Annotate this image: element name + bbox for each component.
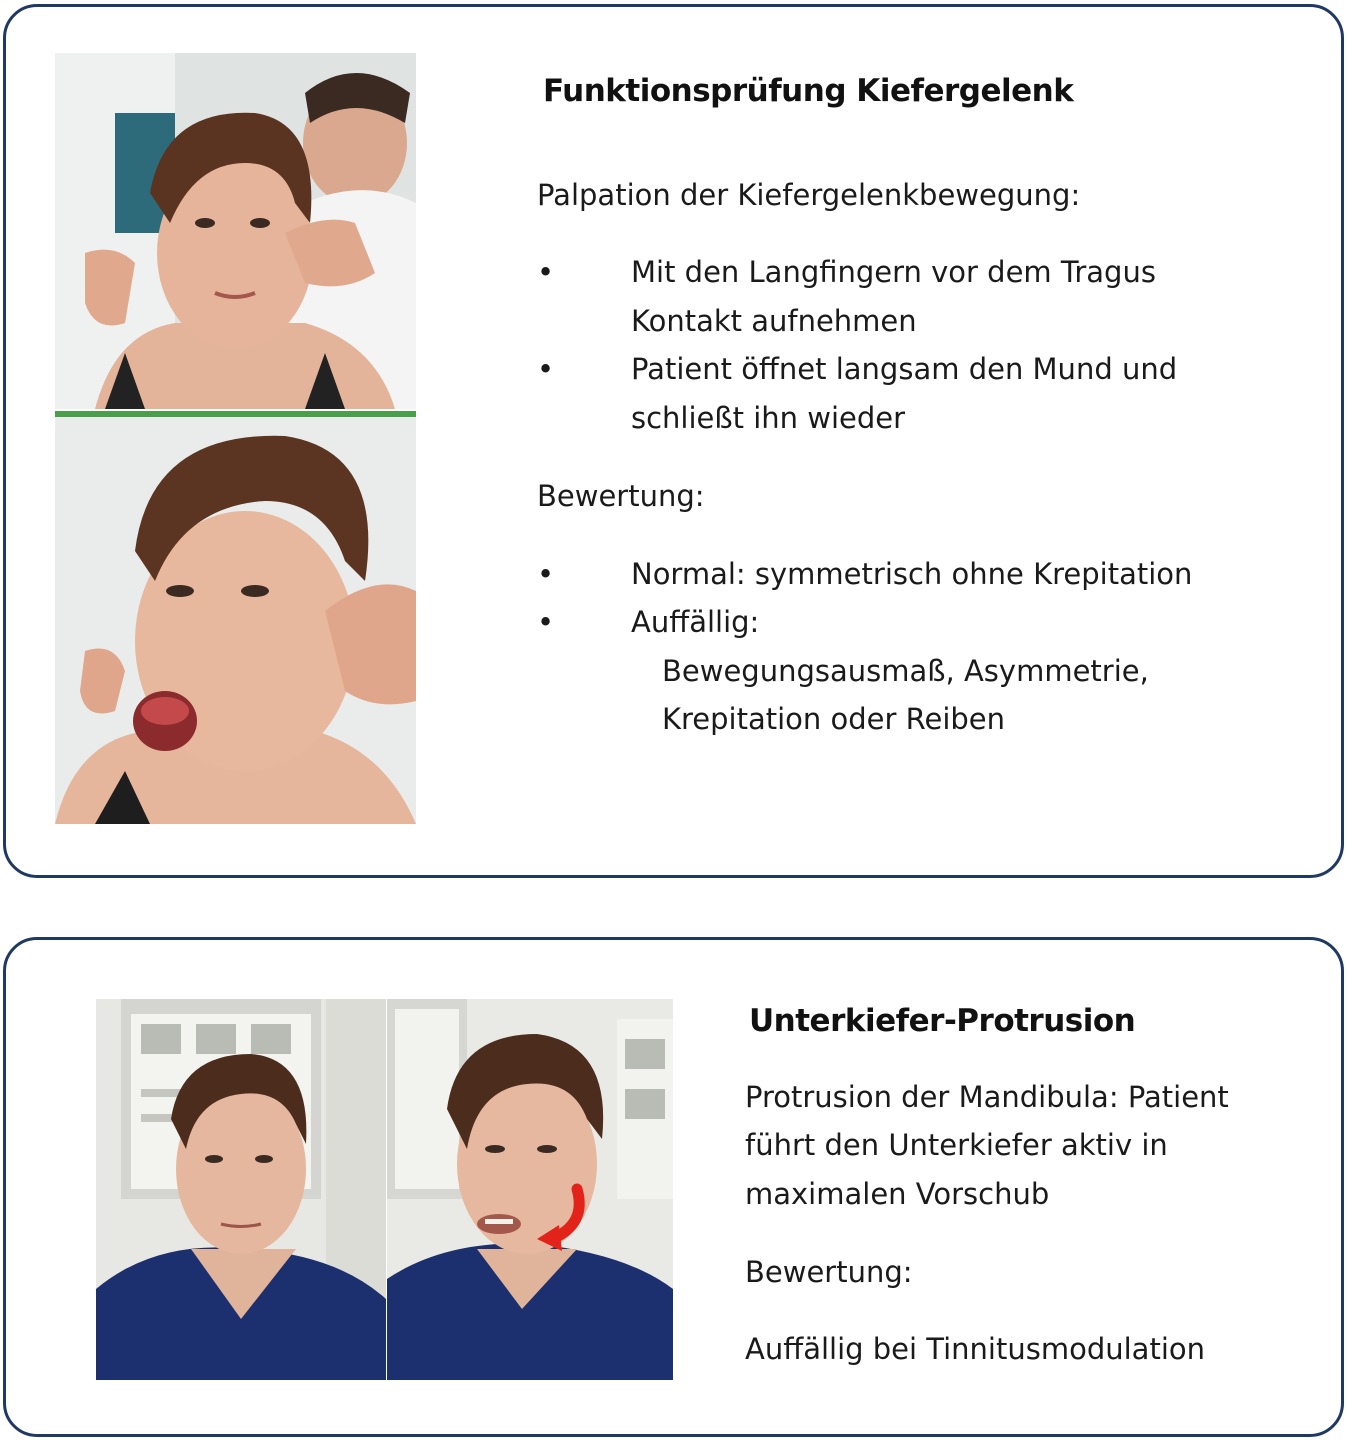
bullet-icon: • [537, 352, 555, 386]
protrusion-assessment-text: Auffällig bei Tinnitusmodulation [745, 1332, 1206, 1366]
palpation-step-1-line-2: Kontakt aufnehmen [631, 304, 917, 338]
abnormal-detail-line-2: Krepitation oder Reiben [662, 702, 1006, 736]
palpation-step-2-line-1: Patient öffnet langsam den Mund und [631, 352, 1178, 386]
photo-palpation-mouth-closed [55, 53, 416, 409]
abnormal-detail-line-1: Bewegungsausmaß, Asymmetrie, [662, 654, 1149, 688]
bullet-icon: • [537, 255, 555, 289]
assessment-heading-1: Bewertung: [537, 479, 705, 513]
assessment-item-abnormal-text: Auffällig: [631, 605, 760, 639]
photo-protrusion-forward-image [387, 999, 673, 1380]
palpation-step-2-line-2: schließt ihn wieder [631, 401, 906, 435]
bullet-icon: • [537, 557, 555, 591]
assessment-heading-2: Bewertung: [745, 1255, 913, 1289]
protrusion-description-line-1: Protrusion der Mandibula: Patient [745, 1080, 1229, 1114]
photo-protrusion-forward [387, 999, 673, 1380]
section-2-title: Unterkiefer-Protrusion [749, 1003, 1136, 1039]
photo-palpation-mouth-closed-image [55, 53, 416, 409]
assessment-item-normal-text: Normal: symmetrisch ohne Krepitation [631, 557, 1193, 591]
palpation-heading: Palpation der Kiefergelenkbewegung: [537, 178, 1081, 212]
photo-protrusion-rest-image [96, 999, 386, 1380]
palpation-step-1-line-1: Mit den Langfingern vor dem Tragus [631, 255, 1156, 289]
photo-palpation-mouth-open [55, 411, 416, 824]
photo-palpation-mouth-open-image [55, 411, 416, 824]
section-1-title: Funktionsprüfung Kiefergelenk [543, 73, 1074, 109]
bullet-icon: • [537, 605, 555, 639]
protrusion-description-line-3: maximalen Vorschub [745, 1177, 1050, 1211]
photo-protrusion-rest [96, 999, 386, 1380]
protrusion-description-line-2: führt den Unterkiefer aktiv in [745, 1128, 1168, 1162]
